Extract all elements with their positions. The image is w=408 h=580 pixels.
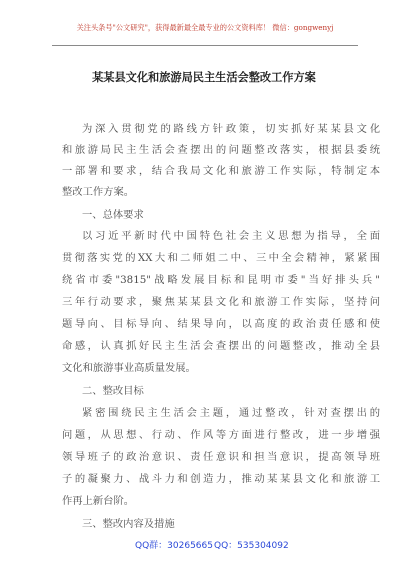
paragraph-line: 整改工作方案。 [62,186,135,198]
paragraph-line: 绕省市委"3815"战略发展目标和昆明市委"当好排头兵" [62,274,380,286]
header-promo-text: 关注头条号"公文研究"，获得最新最全最专业的公文资料库！ 微信：gongwenyj [76,23,334,32]
paragraph-line: 贯彻落实党的XX大和二师姐二中、三中全会精神，紧紧围 [62,252,380,264]
document-title: 某某县文化和旅游局民主生活会整改工作方案 [92,71,316,84]
paragraph-line: 题导向、目标导向、结果导向，以高度的政治责任感和使 [62,318,380,330]
paragraph-line: 紧密围绕民主生活会主题，通过整改，针对查摆出的 [82,407,380,419]
header-divider [52,45,358,46]
footer-qq-number: QQ：535304092 [214,541,289,551]
paragraph-line: 一部署和要求，结合我局文化和旅游工作实际，特制定本 [62,165,380,177]
paragraph-line: 文化和旅游事业高质量发展。 [62,362,196,374]
paragraph-line: 为深入贯彻党的路线方针政策，切实抓好某某县文化 [82,123,380,135]
paragraph-line: 和旅游局民主生活会查摆出的问题整改落实，根据县委统 [62,144,380,156]
paragraph-line: 以习近平新时代中国特色社会主义思想为指导，全面 [82,230,380,242]
paragraph-line: 命感，认真抓好民主生活会查摆出的问题整改，推动全县 [62,340,380,352]
section-heading: 三、整改内容及措施 [82,518,175,530]
paragraph-line: 问题，从思想、行动、作风等方面进行整改，进一步增强 [62,429,380,441]
paragraph-line: 子的凝聚力、战斗力和创造力，推动某某县文化和旅游工 [62,473,380,485]
paragraph-line: 三年行动要求，聚焦某某县文化和旅游工作实际，坚持问 [62,296,380,308]
section-heading: 二、整改目标 [82,385,144,397]
footer-qq-group: QQ群：30265665 [135,541,213,551]
paragraph-line: 领导班子的政治意识、责任意识和担当意识，提高领导班 [62,451,380,463]
section-heading: 一、总体要求 [82,209,144,221]
paragraph-line: 作再上新台阶。 [62,495,135,507]
